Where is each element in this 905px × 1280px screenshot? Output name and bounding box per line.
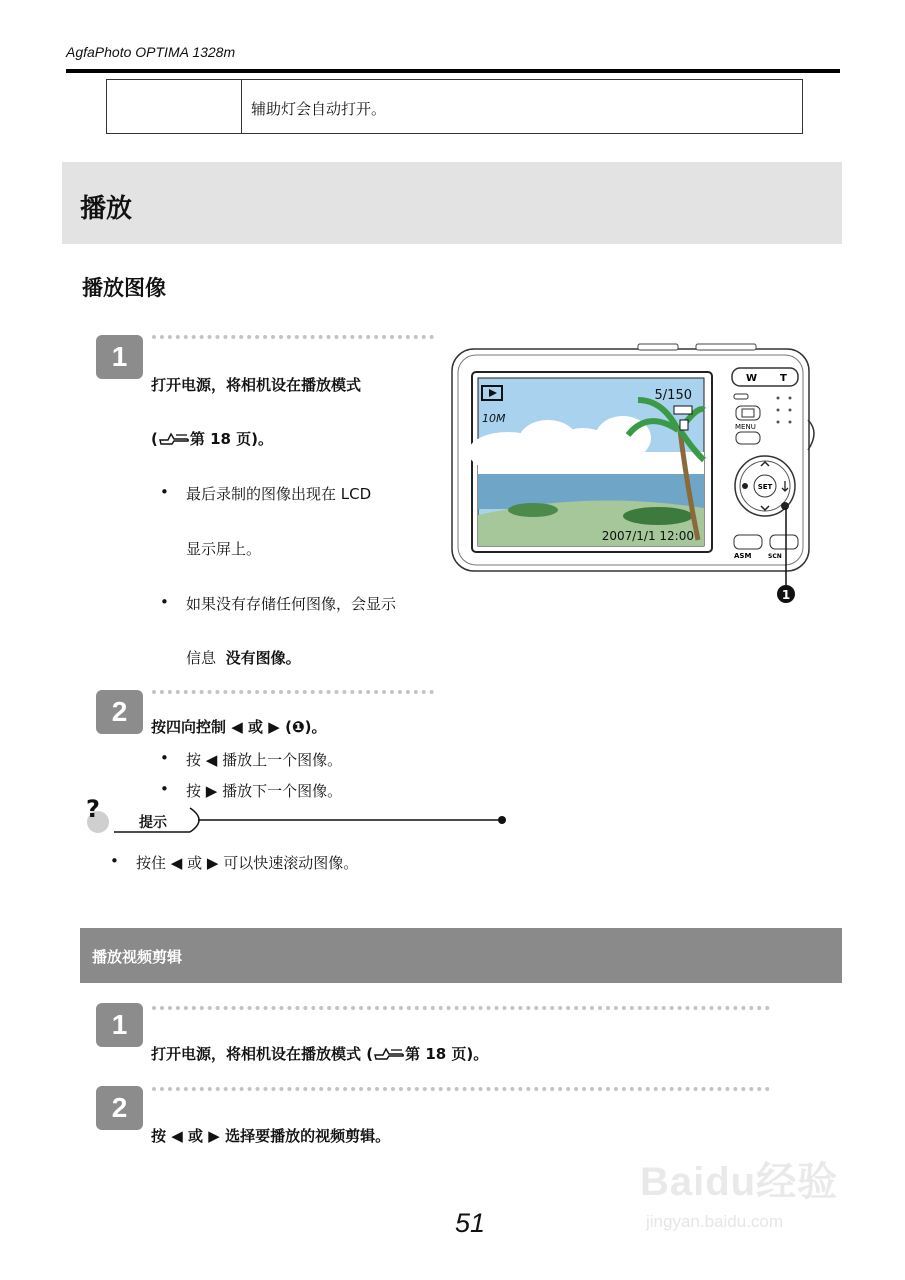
- scn-label: SCN: [768, 553, 782, 560]
- step-number-2: 2: [96, 690, 143, 734]
- or-text: 或: [188, 1127, 204, 1145]
- step1-line2: [151, 428, 273, 449]
- select-clip-text: 选择要播放的视频剪辑。: [225, 1127, 391, 1145]
- right-arrow-icon: ▶: [268, 718, 280, 736]
- prev-image-text: 播放上一个图像。: [222, 751, 343, 769]
- right-arrow-icon: ▶: [208, 1127, 220, 1145]
- step1-line1: 打开电源，将相机设在播放模式: [151, 376, 362, 394]
- set-label: SET: [757, 483, 773, 491]
- left-arrow-icon: ◀: [170, 854, 183, 872]
- table-row: [106, 79, 803, 134]
- tip-label: 提示: [139, 815, 167, 831]
- bold-text: 没有图像。: [225, 649, 301, 667]
- video-step1-post: 第 18 页)。: [405, 1045, 489, 1063]
- video-step-number-2: 2: [96, 1086, 143, 1130]
- next-image-text: 播放下一个图像。: [222, 782, 343, 800]
- section-heading-band: [62, 162, 842, 244]
- bullet-dot: •: [160, 749, 169, 767]
- zoom-w-label: W: [746, 373, 758, 384]
- bullet-dot: •: [160, 593, 169, 611]
- page-number: 51: [455, 1208, 486, 1238]
- step1-bullet1a: 最后录制的图像出现在 LCD: [186, 485, 372, 503]
- bullet-dot: •: [110, 852, 119, 870]
- table-cell-text: 辅助灯会自动打开。: [251, 100, 387, 118]
- dotted-separator: [152, 690, 434, 694]
- zoom-t-label: T: [780, 373, 787, 384]
- video-step1-pre: 打开电源，将相机设在播放模式 (: [151, 1045, 374, 1063]
- paren-open: (: [151, 430, 158, 448]
- press-text: 按: [186, 782, 202, 800]
- subsection-title: 播放图像: [82, 276, 166, 300]
- section-title: 播放: [80, 194, 133, 224]
- pointing-hand-icon: [158, 430, 190, 446]
- document-header: AgfaPhoto OPTIMA 1328m: [66, 44, 236, 60]
- step1-bullet2b: [186, 647, 301, 668]
- video-section-band: [80, 928, 842, 983]
- step2-line1: [151, 716, 326, 737]
- bullet-dot: •: [160, 780, 169, 798]
- step-number-1: 1: [96, 335, 143, 379]
- step2-text-or: 或: [248, 718, 264, 736]
- video-section-title: 播放视频剪辑: [92, 948, 183, 966]
- right-arrow-icon: ▶: [205, 782, 218, 800]
- press-text: 按: [186, 751, 202, 769]
- header-rule: [66, 69, 840, 73]
- pointing-hand-icon: [373, 1045, 405, 1061]
- left-arrow-icon: ◀: [171, 1127, 183, 1145]
- page-ref: 第 18 页)。: [189, 430, 274, 448]
- shot-counter: 5/150: [654, 388, 692, 403]
- dotted-separator: [152, 335, 434, 339]
- step2-text-ref: (❶)。: [285, 718, 327, 736]
- question-mark-icon: ?: [86, 795, 100, 823]
- step1-bullet2a: 如果没有存储任何图像，会显示: [186, 595, 397, 613]
- left-arrow-icon: ◀: [205, 751, 218, 769]
- tip-text: [136, 852, 358, 873]
- right-arrow-icon: ▶: [206, 854, 219, 872]
- resolution-label: 10M: [482, 412, 506, 425]
- left-arrow-icon: ◀: [231, 718, 243, 736]
- svg-text:1: 1: [781, 588, 791, 602]
- watermark-url: jingyan.baidu.com: [646, 1212, 784, 1231]
- watermark-logo: Baidu经验: [640, 1160, 839, 1204]
- plain-text: 信息: [186, 649, 217, 667]
- press-text: 按: [151, 1127, 167, 1145]
- step2-bullet1: [186, 749, 342, 770]
- camera-back-illustration: [448, 340, 820, 610]
- video-step-number-1: 1: [96, 1003, 143, 1047]
- hold-text: 按住: [136, 854, 167, 872]
- bullet-dot: •: [160, 483, 169, 501]
- dotted-separator: [152, 1006, 770, 1010]
- video-step2-text: [151, 1125, 390, 1146]
- video-step1-text: [151, 1043, 488, 1064]
- or-text: 或: [187, 854, 203, 872]
- table-divider: [241, 80, 242, 133]
- asm-label: ASM: [734, 552, 752, 560]
- step2-text-a: 按四向控制: [151, 718, 227, 736]
- fast-scroll-text: 可以快速滚动图像。: [223, 854, 359, 872]
- menu-label: MENU: [735, 423, 756, 431]
- datetime-label: 2007/1/1 12:00: [601, 529, 694, 543]
- step1-bullet1b: 显示屏上。: [186, 540, 262, 558]
- dotted-separator: [152, 1087, 770, 1091]
